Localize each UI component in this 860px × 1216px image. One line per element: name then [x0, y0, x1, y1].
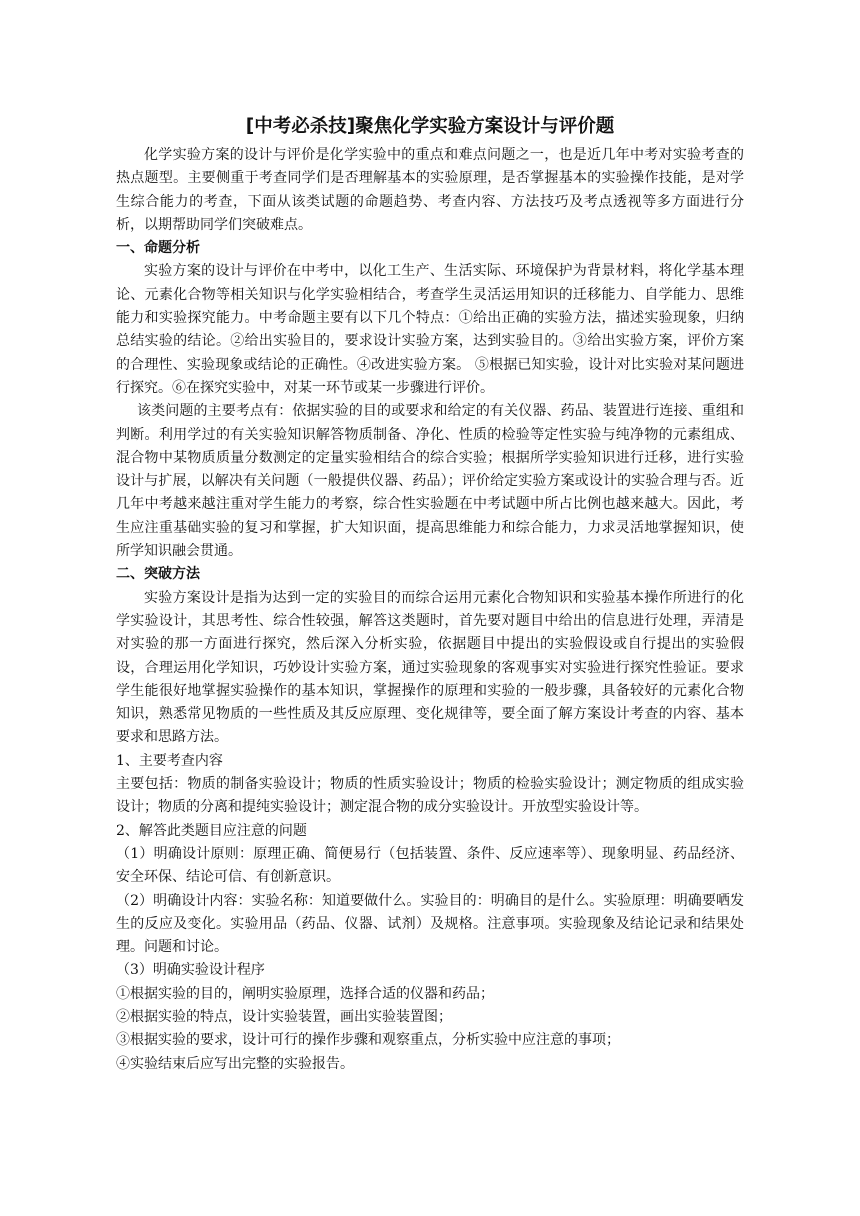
step-item-2: ②根据实验的特点，设计实验装置，画出实验装置图；	[116, 1008, 452, 1025]
methods-paragraph: 实验方案设计是指为达到一定的实验目的而综合运用元素化合物知识和实验基本操作所进行的化学实验设计，其思考性、综合性较强，解答这类题时，首先要对题目中给出的信息进行处理，弄清是对实验的那一方面进行探究，然后深入分析实验，依据题目中提出的实验假设或自行提出的实验假设，合理运用化学知识，巧妙设计实验方案，通过实验现象的客观事实对实验进行探究性验证。要求学生能很好地掌握实验操作的基本知识，掌握操作的原理和实验的一般步骤，具备较好的元素化合物知识，熟悉常见物质的一些性质及其反应原理、变化规律等，要全面了解方案设计考查的内容、基本要求和思路方法。	[116, 589, 744, 746]
page-title: [中考必杀技]聚焦化学实验方案设计与评价题	[245, 116, 615, 137]
step-item-3: ③根据实验的要求，设计可行的操作步骤和观察重点，分析实验中应注意的事项；	[116, 1032, 620, 1049]
subheading-content: 1、主要考查内容	[116, 752, 223, 769]
section-heading-analysis: 一、命题分析	[116, 240, 200, 257]
note-item-2: （2）明确设计内容：实验名称：知道要做什么。实验目的：明确目的是什么。实验原理：明确要哂发生的反应及变化。实验用品（药品、仪器、试剂）及规格。注意事项。实验现象及结论记录和结果处理。问题和讨论。	[116, 892, 744, 956]
intro-paragraph: 化学实验方案的设计与评价是化学实验中的重点和难点问题之一，也是近几年中考对实验考查的热点题型。主要侧重于考查同学们是否理解基本的实验原理，是否掌握基本的实验操作技能，是对学生综合能力的考查，下面从该类试题的命题趋势、考查内容、方法技巧及考点透视等多方面进行分析，以期帮助同学们突破难点。	[116, 147, 744, 233]
analysis-paragraph-2: 该类问题的主要考点有：依据实验的目的或要求和给定的有关仪器、药品、装置进行连接、重组和判断。利用学过的有关实验知识解答物质制备、净化、性质的检验等定性实验与纯净物的元素组成、混合物中某物质质量分数测定的定量实验相结合的综合实验；根据所学实验知识进行迁移，进行实验设计与扩展，以解决有关问题（一般提供仪器、药品）；评价给定实验方案或设计的实验合理与否。近几年中考越来越注重对学生能力的考察，综合性实验题在中考试题中所占比例也越来越大。因此，考生应注重基础实验的复习和掌握，扩大知识面，提高思维能力和综合能力，力求灵活地掌握知识，使所学知识融会贯通。	[116, 403, 744, 560]
step-item-1: ①根据实验的目的，阐明实验原理，选择合适的仪器和药品；	[116, 985, 494, 1002]
analysis-paragraph-1: 实验方案的设计与评价在中考中，以化工生产、生活实际、环境保护为背景材料，将化学基本理论、元素化合物等相关知识与化学实验相结合，考查学生灵活运用知识的迁移能力、自学能力、思维能力和实验探究能力。中考命题主要有以下几个特点：①给出正确的实验方法，描述实验现象，归纳总结实验的结论。②给出实验目的，要求设计实验方案，达到实验目的。③给出实验方案，评价方案的合理性、实验现象或结论的正确性。④改进实验方案。 ⑤根据已知实验，设计对比实验对某问题进行探究。⑥在探究实验中，对某一环节或某一步骤进行评价。	[116, 263, 744, 396]
note-item-3: （3）明确实验设计程序	[116, 962, 265, 979]
step-item-4: ④实验结束后应写出完整的实验报告。	[116, 1055, 354, 1072]
document-page	[116, 112, 744, 1076]
section-heading-methods: 二、突破方法	[116, 566, 200, 583]
subheading-notes: 2、解答此类题目应注意的问题	[116, 822, 307, 839]
note-item-1: （1）明确设计原则：原理正确、简便易行（包括装置、条件、反应速率等）、现象明显、药品经济、安全环保、结论可信、有创新意识。	[116, 845, 744, 886]
content-paragraph: 主要包括：物质的制备实验设计；物质的性质实验设计；物质的检验实验设计；测定物质的组成实验设计；物质的分离和提纯实验设计；测定混合物的成分实验设计。开放型实验设计等。	[116, 776, 744, 816]
